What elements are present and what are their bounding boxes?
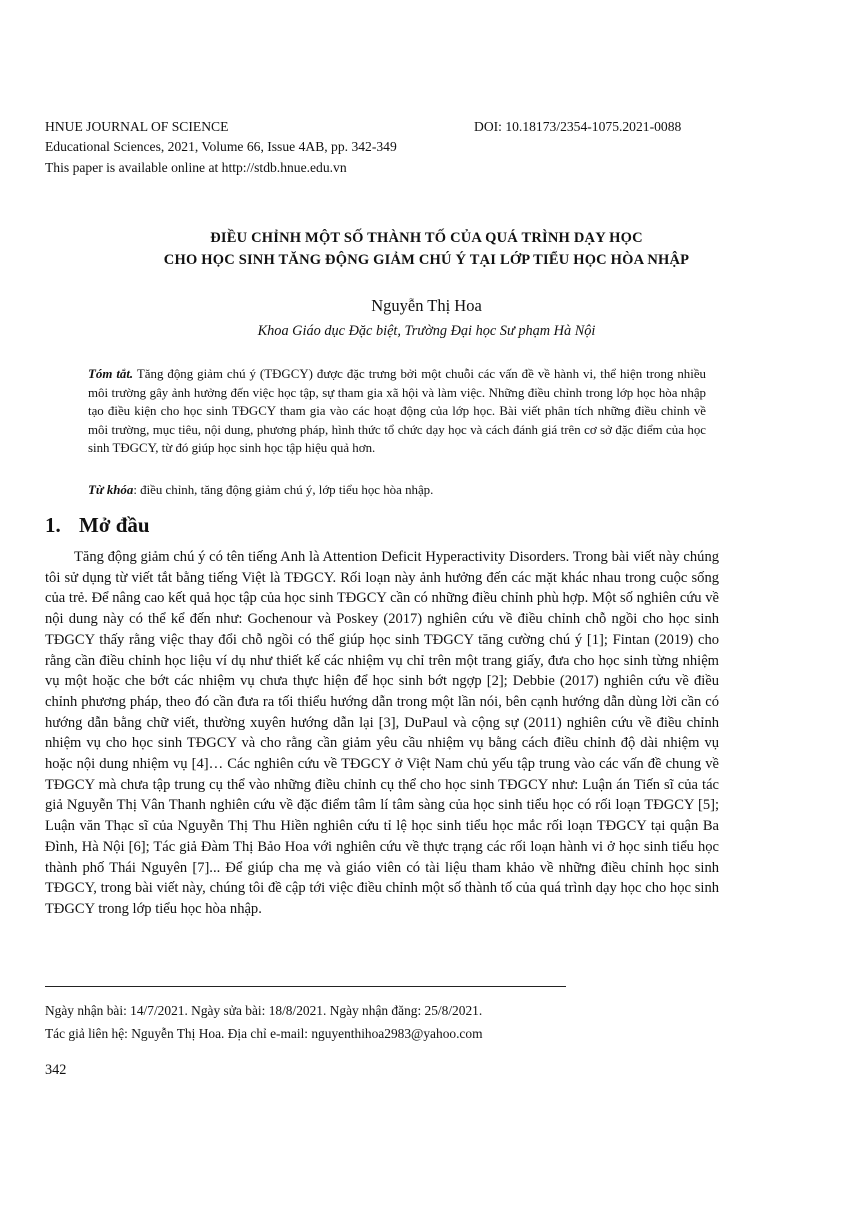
abstract-text: Tăng động giảm chú ý (TĐGCY) được đặc trưng bởi một chuỗi các vấn đề về hành vi, thể hiện trong nhiều môi trường gây ảnh hưởng đến việc học tập, sự tham gia xã hội và làm việc. Những điều chỉnh trong lớp học hòa nhập tạo điều kiện cho học sinh TĐGCY tham gia vào các hoạt động của lớp học. Bài viết phân tích những điều chỉnh về môi trường, mục tiêu, nội dung, phương pháp, hình thức tổ chức dạy học và cách đánh giá trên cơ sở đặc điểm của học sinh TĐGCY, từ đó giúp học sinh học tập hiệu quả hơn. [88,367,706,455]
keywords [88,481,706,500]
paper-title-line-1: ĐIỀU CHỈNH MỘT SỐ THÀNH TỐ CỦA QUÁ TRÌNH DẠY HỌC [210,230,643,246]
footnote-contact: Tác giả liên hệ: Nguyễn Thị Hoa. Địa chỉ e-mail: nguyenthihoa2983@yahoo.com [45,1026,483,1041]
availability-note: This paper is available online at http://stdb.hnue.edu.vn [45,160,347,175]
section-heading [45,512,150,538]
footnote-divider [45,986,566,987]
paper-title-line-2: CHO HỌC SINH TĂNG ĐỘNG GIẢM CHÚ Ý TẠI LỚP TIỂU HỌC HÒA NHẬP [163,252,690,268]
author-name: Nguyễn Thị Hoa [371,296,482,315]
keywords-label: Từ khóa [88,483,134,497]
author-affiliation: Khoa Giáo dục Đặc biệt, Trường Đại học Sư phạm Hà Nội [257,323,596,339]
section-paragraph: Tăng động giảm chú ý có tên tiếng Anh là Attention Deficit Hyperactivity Disorders. Trong bài viết này chúng tôi sử dụng từ viết tắt bằng tiếng Việt là TĐGCY. Rối loạn này ảnh hưởng đến các mặt khác nhau trong cuộc sống của trẻ. Để nâng cao kết quả học tập của học sinh TĐGCY cần có những điều chỉnh phù hợp. Một số nghiên cứu về nội dung này có thể kể đến như: Gochenour và Poskey (2017) nghiên cứu về điều chỉnh chỗ ngồi cho học sinh TĐGCY thấy rằng việc thay đổi chỗ ngồi có thể giúp học sinh TĐGCY tăng cường chú ý [1]; Fintan (2019) cho rằng cần điều chỉnh học liệu ví dụ như thiết kế các nhiệm vụ chỉ trên một trang giấy, đưa cho học sinh từng nhiệm vụ một hoặc che bớt các nhiệm vụ chưa thực hiện để học sinh bớt ngợp [2]; Debbie (2017) nghiên cứu về điều chỉnh phương pháp, theo đó cần đưa ra tối thiểu hướng dẫn trong một lần nói, bên cạnh hướng dẫn dùng lời cần có hướng dẫn bằng chữ viết, thường xuyên hướng dẫn lại [3], DuPaul và cộng sự (2011) nghiên cứu về điều chỉnh nhiệm vụ cho học sinh TĐGCY và cho rằng cần giảm yêu cầu nhiệm vụ bằng cách điều chỉnh độ dài nhiệm vụ hoặc nội dung nhiệm vụ [4]… Các nghiên cứu về TĐGCY ở Việt Nam chủ yếu tập trung vào các vấn đề chung về TĐGCY mà chưa tập trung cụ thể vào những điều chỉnh cụ thể cho học sinh TĐGCY như: Luận án Tiến sĩ của tác giả Nguyễn Thị Vân Thanh nghiên cứu về đặc điểm tâm lí tâm sàng của học sinh tiểu học có rối loạn TĐGCY [5]; Luận văn Thạc sĩ của Nguyễn Thị Thu Hiền nghiên cứu tỉ lệ học sinh tiểu học mắc rối loạn TĐGCY tại quận Ba Đình, Hà Nội [6]; Tác giả Đàm Thị Bảo Hoa với nghiên cứu về thực trạng các rối loạn hành vi ở học sinh tiểu học thành phố Thái Nguyên [7]... Để giúp cha mẹ và giáo viên có tài liệu tham khảo về những điều chỉnh học sinh TĐGCY, trong bài viết này, chúng tôi đề cập tới việc điều chỉnh một số thành tố của quá trình dạy học cho học sinh TĐGCY trong lớp tiểu học hòa nhập. [45,549,719,917]
keywords-text: : điều chỉnh, tăng động giảm chú ý, lớp tiểu học hòa nhập. [133,483,434,497]
section-title: Mở đầu [79,513,150,537]
journal-name: HNUE JOURNAL OF SCIENCE [45,119,229,134]
abstract [88,365,706,458]
abstract-label: Tóm tắt. [88,367,134,381]
doi: DOI: 10.18173/2354-1075.2021-0088 [474,119,682,134]
footnote-dates: Ngày nhận bài: 14/7/2021. Ngày sửa bài: 18/8/2021. Ngày nhận đăng: 25/8/2021. [45,1003,483,1018]
section-number: 1. [45,513,61,537]
issue-info: Educational Sciences, 2021, Volume 66, Issue 4AB, pp. 342-349 [45,139,397,154]
page-number: 342 [45,1062,67,1078]
